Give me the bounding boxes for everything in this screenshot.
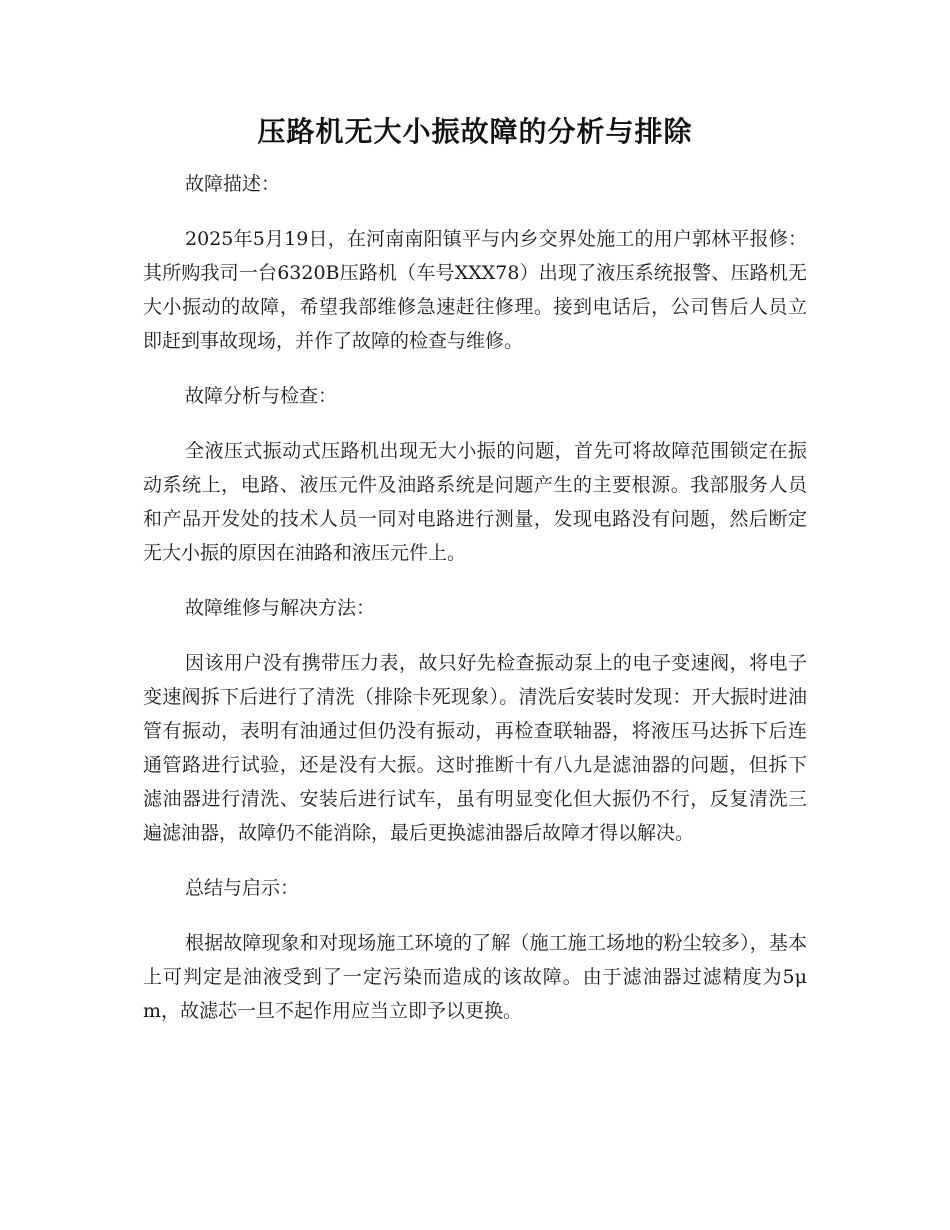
section-paragraph: 因该用户没有携带压力表，故只好先检查振动泵上的电子变速阀，将电子变速阀拆下后进行了清洗（排除卡死现象）。清洗后安装时发现：开大振时进油管有振动，表明有油通过但仍没有振动，再检查联轴器，将液压马达拆下后连通管路进行试验，还是没有大振。这时推断十有八九是滤油器的问题，但拆下滤油器进行清洗、安装后进行试车，虽有明显变化但大振仍不行，反复清洗三遍滤油器，故障仍不能消除，最后更换滤油器后故障才得以解决。 [143,652,807,844]
section-heading: 故障维修与解决方法： [185,597,376,619]
section-paragraph: 2025年5月19日，在河南南阳镇平与内乡交界处施工的用户郭林平报修：其所购我司一台6320B压路机（车号XXX78）出现了液压系统报警、压路机无大小振动的故障，希望我部维修急速赶往修理。接到电话后，公司售后人员立即赶到事故现场，并作了故障的检查与维修。 [143,228,807,352]
section-fault-description [143,168,807,358]
document-title: 压路机无大小振故障的分析与排除 [257,115,693,148]
section-paragraph: 根据故障现象和对现场施工环境的了解（施工施工场地的粉尘较多），基本上可判定是油液受到了一定污染而造成的该故障。由于滤油器过滤精度为5μm，故滤芯一旦不起作用应当立即予以更换。 [143,932,807,1022]
section-heading: 总结与启示： [185,877,300,899]
section-heading: 故障描述： [185,173,281,195]
section-fault-analysis [143,380,807,570]
section-summary [143,872,807,1028]
section-repair-method [143,592,807,850]
section-heading: 故障分析与检查： [185,385,338,407]
section-paragraph: 全液压式振动式压路机出现无大小振的问题，首先可将故障范围锁定在振动系统上，电路、液压元件及油路系统是问题产生的主要根源。我部服务人员和产品开发处的技术人员一同对电路进行测量，发现电路没有问题，然后断定无大小振的原因在油路和液压元件上。 [143,440,807,564]
